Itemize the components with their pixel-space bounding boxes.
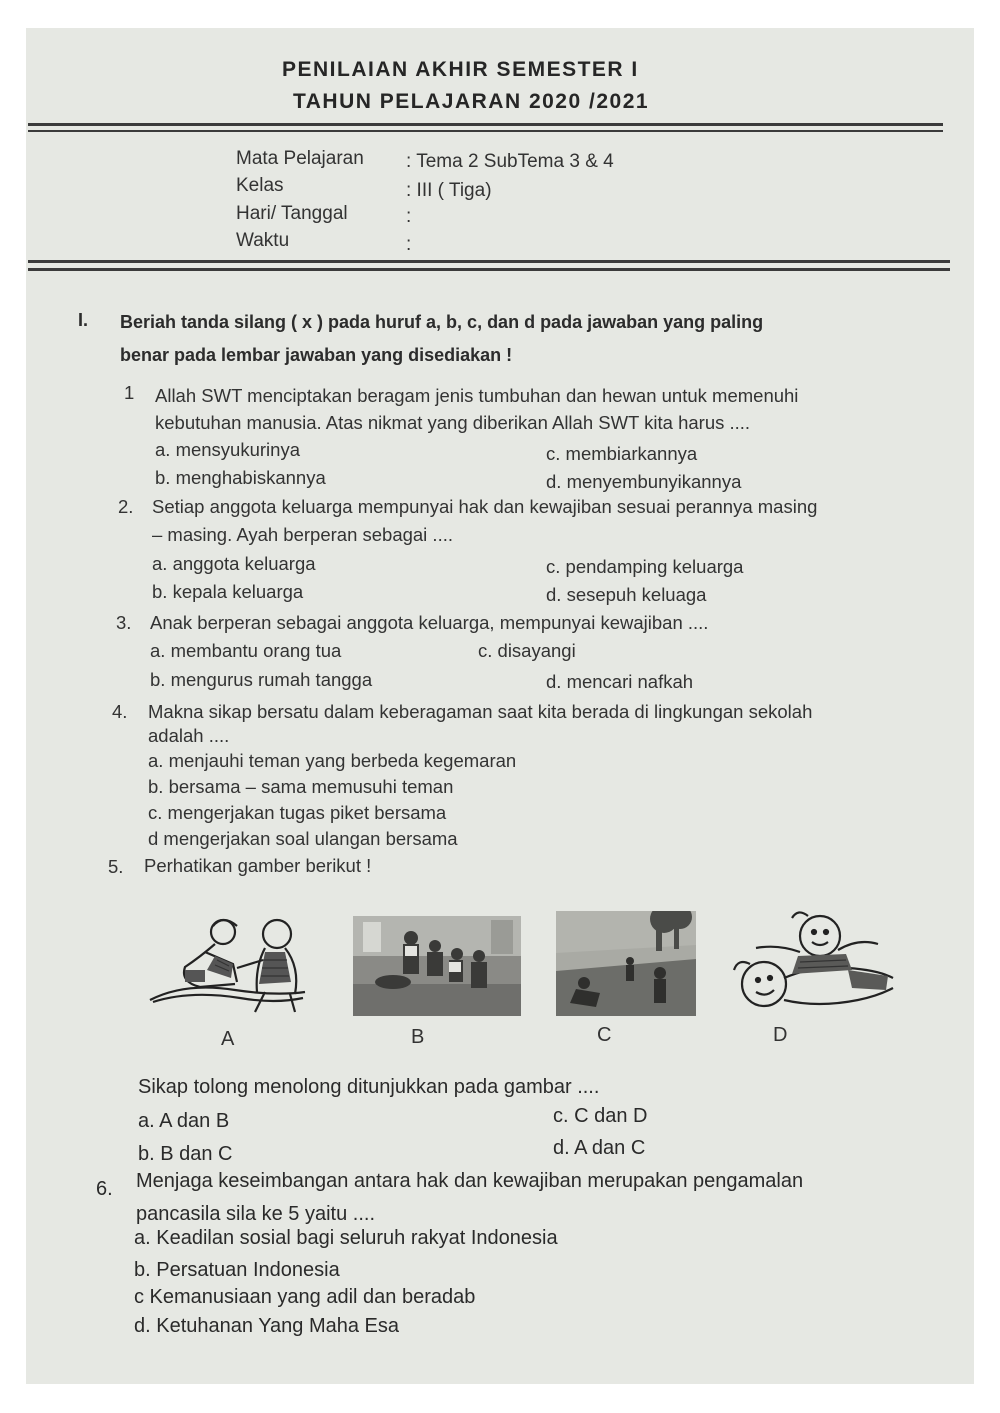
question-text: Anak berperan sebagai anggota keluarga, mempunyai kewajiban .... [150,612,709,633]
picture-d-kids-fighting [728,908,900,1018]
instruction-line-1: Beriah tanda silang ( x ) pada huruf a, b, c, dan d pada jawaban yang paling [120,312,764,332]
question-text: Setiap anggota keluarga mempunyai hak dan kewajiban sesuai perannya masing [152,496,818,517]
answer-option[interactable]: c. mengerjakan tugas piket bersama [148,802,447,823]
exam-title: PENILAIAN AKHIR SEMESTER I [282,58,639,81]
answer-option[interactable]: c. disayangi [478,640,576,661]
answer-option[interactable]: b. kepala keluarga [152,581,304,602]
answer-option[interactable]: a. Keadilan sosial bagi seluruh rakyat Indonesia [134,1227,558,1249]
field-label-class: Kelas [236,175,284,196]
answer-option[interactable]: d. menyembunyikannya [546,471,742,492]
question-number: 3. [116,612,132,633]
field-label-date: Hari/ Tanggal [236,203,348,224]
field-value-class: : III ( Tiga) [406,180,492,201]
question-text: Perhatikan gamber berikut ! [144,855,372,876]
answer-option[interactable]: d. A dan C [553,1137,646,1159]
picture-a-helping-friend [145,912,310,1022]
top-rule [28,123,943,126]
answer-option[interactable]: c. pendamping keluarga [546,556,744,577]
question-text: Allah SWT menciptakan beragam jenis tumbuhan dan hewan untuk memenuhi [155,385,799,406]
picture-b-students-photo [353,916,521,1016]
answer-option[interactable]: d. sesepuh keluaga [546,584,707,605]
answer-option[interactable]: a. A dan B [138,1110,230,1132]
instruction-line-2: benar pada lembar jawaban yang disediakan ! [120,345,513,365]
question-number: 4. [112,701,128,722]
answer-option[interactable]: c Kemanusiaan yang adil dan beradab [134,1286,476,1308]
answer-option[interactable]: d mengerjakan soal ulangan bersama [148,828,458,849]
answer-option[interactable]: c. membiarkannya [546,443,698,464]
field-value-time: : [406,234,412,255]
answer-option[interactable]: a. anggota keluarga [152,553,316,574]
field-value-date: : [406,206,412,227]
picture-label: A [221,1028,235,1050]
bottom-rule-second [28,268,950,271]
answer-option[interactable]: a. mensyukurinya [155,439,300,460]
top-rule-thin [28,130,943,132]
answer-option[interactable]: b. mengurus rumah tangga [150,669,373,690]
field-label-subject: Mata Pelajaran [236,148,364,169]
answer-option[interactable]: b. B dan C [138,1143,233,1165]
picture-label: D [773,1024,788,1046]
question-text: Makna sikap bersatu dalam keberagaman saat kita berada di lingkungan sekolah [148,701,813,722]
field-value-subject: : Tema 2 SubTema 3 & 4 [406,151,614,172]
section-number: I. [78,310,89,330]
answer-option[interactable]: b. menghabiskannya [155,467,326,488]
answer-option[interactable]: a. membantu orang tua [150,640,342,661]
answer-option[interactable]: b. Persatuan Indonesia [134,1259,340,1281]
question-text: – masing. Ayah berperan sebagai .... [152,524,453,545]
bottom-rule [28,260,950,263]
picture-c-cleaning-photo [556,911,696,1016]
answer-option[interactable]: b. bersama – sama memusuhi teman [148,776,454,797]
answer-option[interactable]: d. Ketuhanan Yang Maha Esa [134,1315,400,1337]
question-text: kebutuhan manusia. Atas nikmat yang diberikan Allah SWT kita harus .... [155,412,751,433]
question-text: pancasila sila ke 5 yaitu .... [136,1203,376,1225]
picture-label: C [597,1024,612,1046]
question-number: 1 [124,382,135,403]
question-prompt: Sikap tolong menolong ditunjukkan pada gambar .... [138,1076,600,1098]
answer-option[interactable]: c. C dan D [553,1105,648,1127]
question-text: adalah .... [148,725,230,746]
question-number: 2. [118,496,134,517]
question-number: 6. [96,1178,113,1200]
field-label-time: Waktu [236,230,290,251]
picture-label: B [411,1026,425,1048]
question-number: 5. [108,856,124,877]
answer-option[interactable]: d. mencari nafkah [546,671,694,692]
answer-option[interactable]: a. menjauhi teman yang berbeda kegemaran [148,750,517,771]
question-text: Menjaga keseimbangan antara hak dan kewajiban merupakan pengamalan [136,1170,804,1192]
exam-year: TAHUN PELAJARAN 2020 /2021 [293,90,650,113]
